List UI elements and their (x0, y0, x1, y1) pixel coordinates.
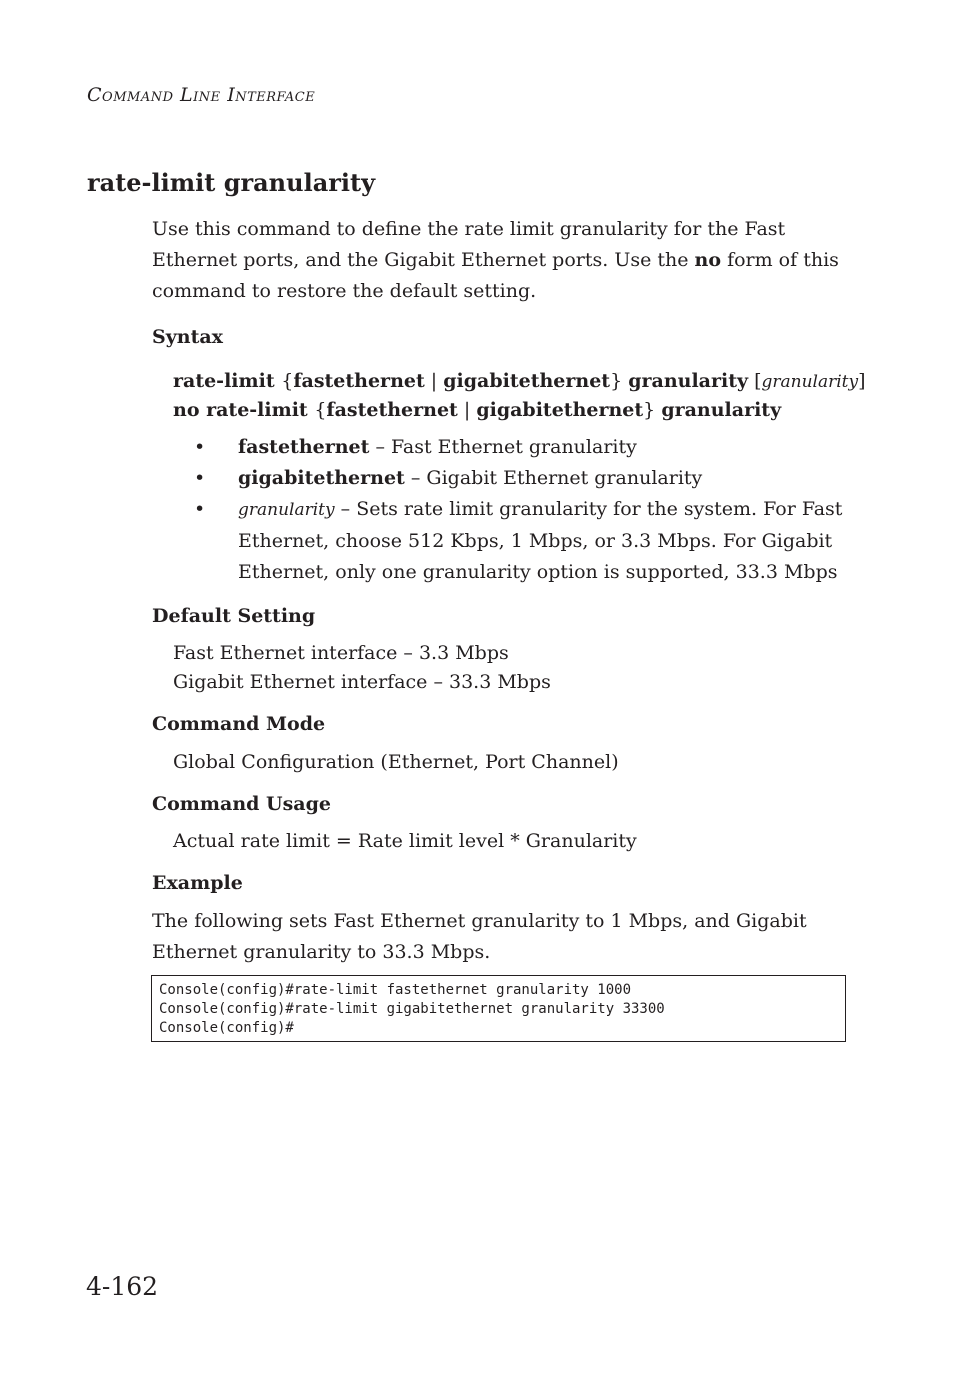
syntax-option-gigabitethernet: gigabitethernet (476, 399, 644, 421)
parameter-term: granularity (238, 500, 335, 520)
list-item (194, 463, 844, 494)
list-item (194, 494, 844, 588)
example-description: The following sets Fast Ethernet granularity to 1 Mbps, and Gigabit Ethernet granularity to 33.3 Mbps. (152, 910, 807, 963)
command-usage-heading: Command Usage (152, 793, 331, 815)
example-heading: Example (152, 872, 243, 894)
parameter-term: gigabitethernet (238, 467, 405, 489)
list-item (194, 432, 844, 463)
parameter-list (194, 432, 844, 588)
code-example (151, 975, 846, 1042)
bullet-icon: • (194, 436, 206, 458)
syntax-option-gigabitethernet: gigabitethernet (443, 370, 611, 392)
syntax-line-no (173, 399, 781, 421)
command-mode-heading: Command Mode (152, 713, 326, 735)
syntax-heading: Syntax (152, 326, 223, 348)
syntax-option-fastethernet: fastethernet (326, 399, 458, 421)
default-setting-gigabit-ethernet: Gigabit Ethernet interface – 33.3 Mbps (173, 671, 551, 693)
default-setting-heading: Default Setting (152, 605, 316, 627)
command-mode-text: Global Configuration (Ethernet, Port Channel) (173, 751, 619, 773)
bullet-icon: • (194, 467, 206, 489)
syntax-brace-close: } (643, 399, 662, 421)
syntax-brace-close: } (610, 370, 629, 392)
syntax-argument-granularity: granularity (761, 372, 859, 392)
syntax-command: rate-limit (173, 370, 282, 392)
command-description (152, 214, 852, 307)
parameter-description: – Gigabit Ethernet granularity (404, 467, 703, 489)
running-header: Command Line Interface (87, 84, 316, 106)
parameter-description: – Fast Ethernet granularity (369, 436, 637, 458)
syntax-brace-open: { (281, 370, 294, 392)
section-title: rate-limit granularity (87, 168, 376, 197)
description-text-after: form of this command to restore the default setting. (152, 249, 839, 302)
default-setting-fast-ethernet: Fast Ethernet interface – 3.3 Mbps (173, 642, 509, 664)
parameter-description: – Sets rate limit granularity for the system. For Fast Ethernet, choose 512 Kbps, 1 Mbps, or 3.3 Mbps. For Gigabit Ethernet, only one granularity option is supported, 33.3 Mbps (238, 498, 843, 583)
syntax-separator: | (424, 370, 444, 392)
syntax-separator: | (457, 399, 477, 421)
code-line: Console(config)#rate-limit gigabitethernet granularity 33300 (159, 1001, 665, 1017)
description-text-before: Use this command to define the rate limit granularity for the Fast Ethernet ports, and the Gigabit Ethernet ports. Use the (152, 218, 786, 271)
syntax-keyword-granularity: granularity (661, 399, 782, 421)
syntax-brace-open: { (314, 399, 327, 421)
syntax-bracket-close: ] (858, 370, 866, 392)
syntax-bracket-open: [ (748, 370, 762, 392)
page-number: 4-162 (86, 1272, 159, 1301)
bullet-icon: • (194, 498, 206, 520)
syntax-line-set (173, 370, 866, 392)
syntax-no-command: no rate-limit (173, 399, 315, 421)
command-usage-text: Actual rate limit = Rate limit level * Granularity (173, 830, 637, 852)
no-keyword: no (694, 249, 722, 271)
code-line: Console(config)#rate-limit fastethernet granularity 1000 (159, 982, 632, 998)
code-line: Console(config)# (159, 1020, 294, 1036)
syntax-option-fastethernet: fastethernet (293, 370, 425, 392)
syntax-keyword-granularity: granularity (628, 370, 749, 392)
parameter-term: fastethernet (238, 436, 370, 458)
